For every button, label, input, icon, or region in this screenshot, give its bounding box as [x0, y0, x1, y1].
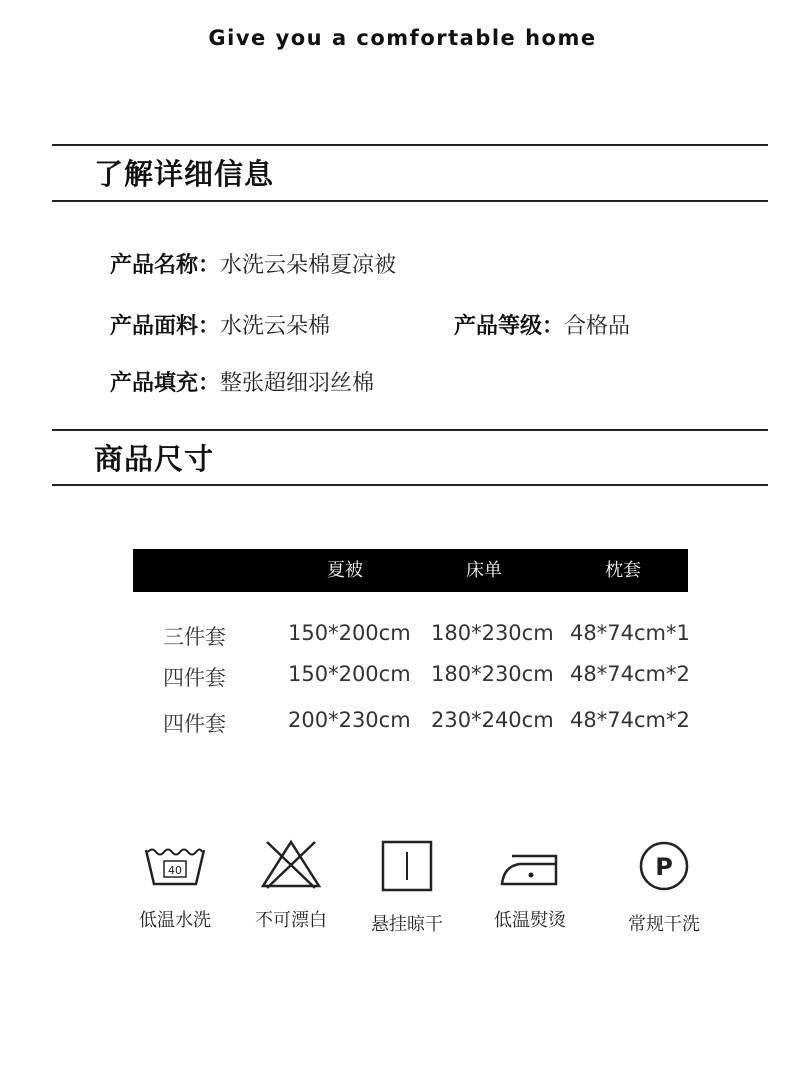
svg-text:40: 40: [168, 864, 182, 877]
column-header: 床单: [466, 560, 502, 581]
hang-dry-icon: [379, 838, 435, 894]
dry-clean-p-icon: [636, 838, 692, 894]
care-wash: [120, 838, 230, 932]
size-heading: 商品尺寸: [94, 442, 215, 476]
care-label: 低温水洗: [139, 910, 211, 931]
product-name-label: 产品名称：: [110, 253, 221, 278]
divider: [52, 429, 768, 431]
table-cell: 48*74cm*2: [570, 708, 690, 732]
table-cell: 48*74cm*1: [570, 621, 690, 645]
care-label: 低温熨烫: [494, 910, 566, 931]
column-header: 夏被: [327, 560, 363, 581]
column-header: 枕套: [605, 560, 641, 581]
tagline: Give you a comfortable home: [208, 26, 597, 50]
table-cell: 180*230cm: [431, 662, 554, 686]
table-cell: 180*230cm: [431, 621, 554, 645]
table-cell-set: 四件套: [163, 712, 226, 736]
table-cell: 150*200cm: [288, 621, 411, 645]
table-cell: 230*240cm: [431, 708, 554, 732]
product-filling-label: 产品填充：: [110, 371, 221, 396]
product-fabric-value: 水洗云朵棉: [220, 314, 331, 339]
table-cell: 48*74cm*2: [570, 662, 690, 686]
divider: [52, 200, 768, 202]
svg-text:P: P: [655, 853, 673, 881]
care-label: 悬挂晾干: [371, 914, 443, 935]
product-grade-label: 产品等级：: [454, 314, 565, 339]
divider: [52, 484, 768, 486]
low-iron-icon: [498, 838, 562, 890]
care-dryclean: [609, 838, 719, 936]
care-label: 常规干洗: [628, 914, 700, 935]
divider: [52, 144, 768, 146]
table-cell: 150*200cm: [288, 662, 411, 686]
care-hang: [352, 838, 462, 936]
care-iron: [475, 838, 585, 932]
table-cell: 200*230cm: [288, 708, 411, 732]
table-cell-set: 三件套: [163, 625, 226, 649]
product-grade-value: 合格品: [564, 314, 631, 339]
table-cell-set: 四件套: [163, 666, 226, 690]
wash-40-icon: [140, 838, 210, 890]
product-grade-row: [454, 309, 630, 340]
product-name-value: 水洗云朵棉夏凉被: [220, 253, 397, 278]
product-fabric-row: [110, 309, 330, 340]
no-bleach-icon: [259, 838, 323, 890]
details-heading: 了解详细信息: [94, 157, 275, 191]
care-label: 不可漂白: [255, 910, 327, 931]
product-name-row: [110, 248, 396, 279]
product-fabric-label: 产品面料：: [110, 314, 221, 339]
care-bleach: [236, 838, 346, 932]
product-filling-value: 整张超细羽丝棉: [220, 371, 375, 396]
product-filling-row: [110, 366, 374, 397]
